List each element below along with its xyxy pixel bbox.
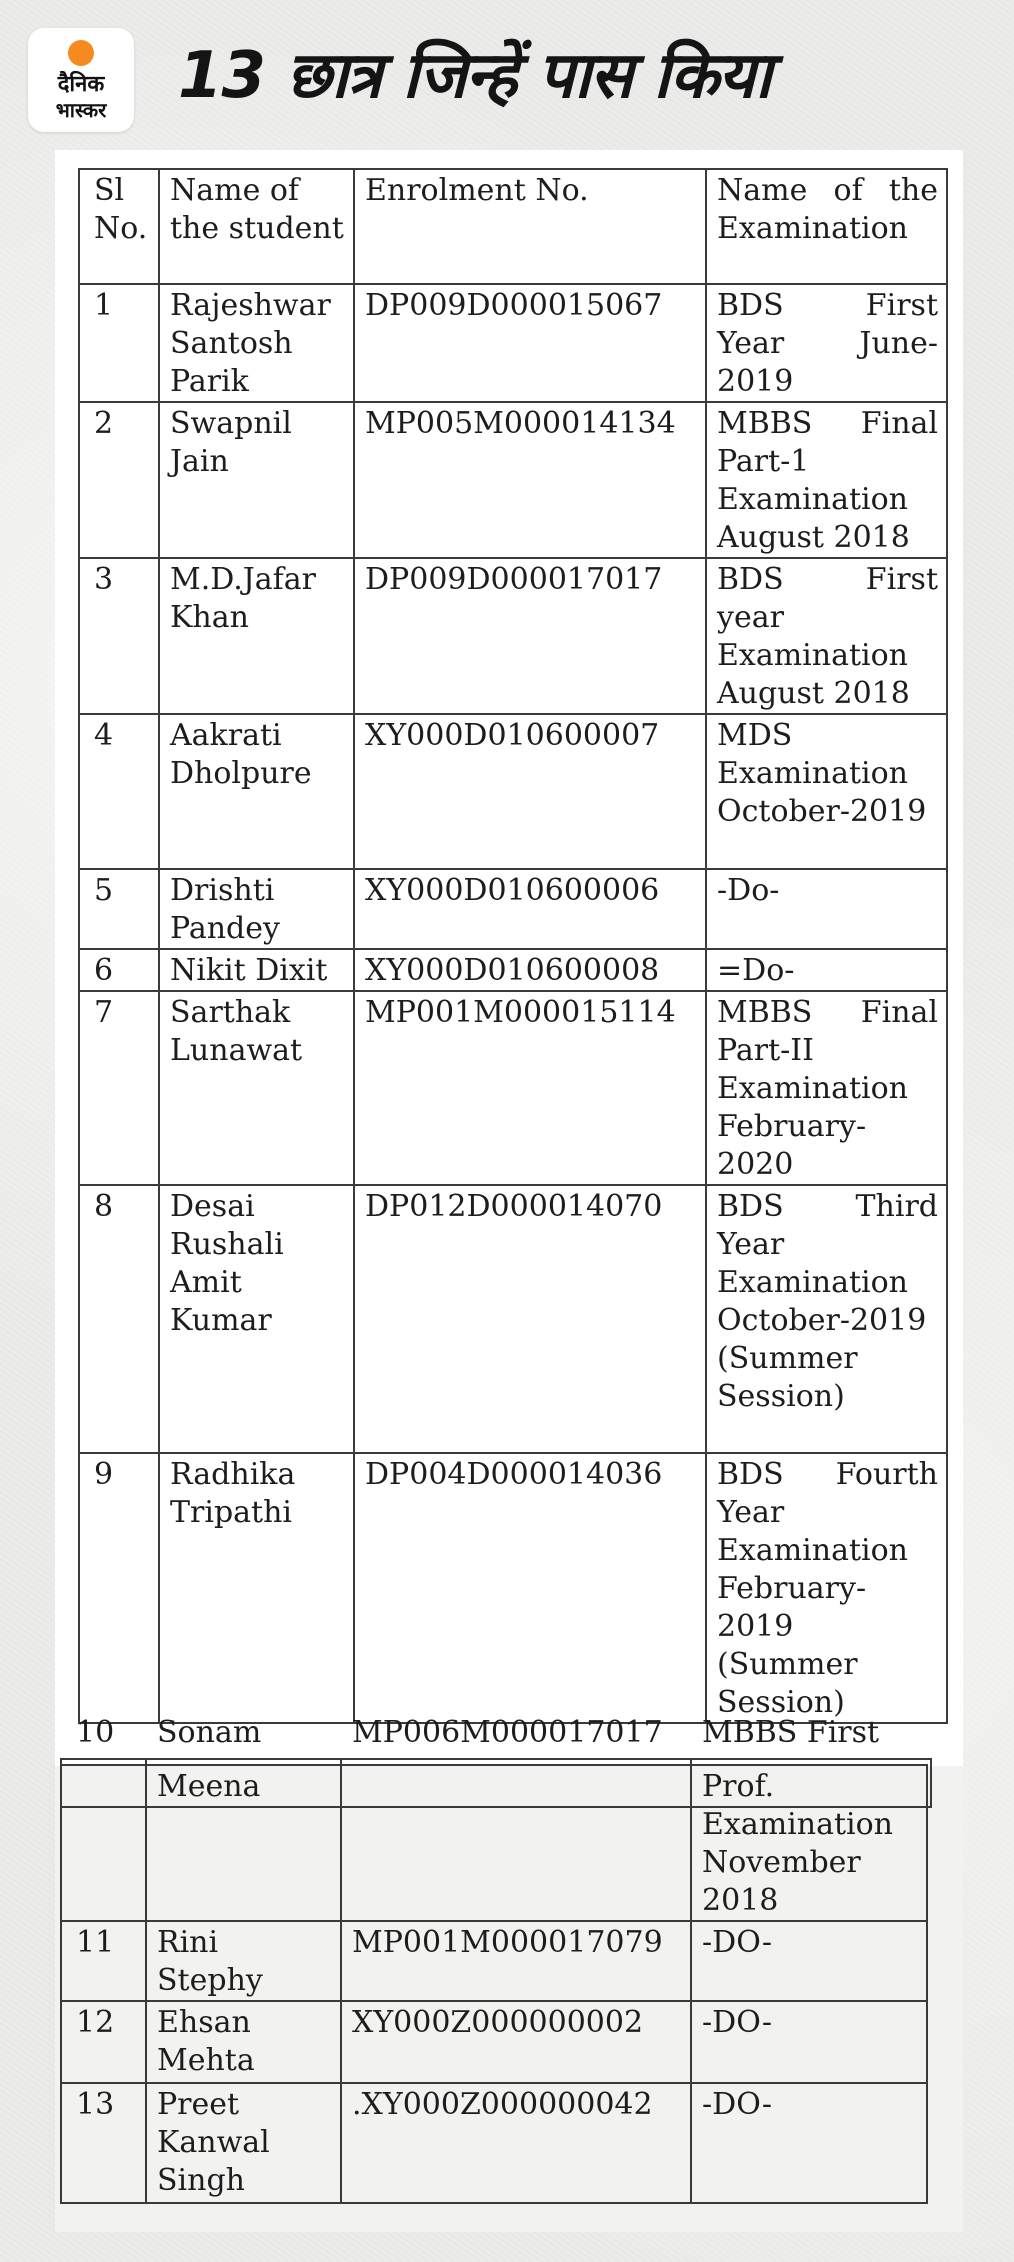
row-exam: -DO- <box>691 2083 927 2203</box>
row-name: Sarthak Lunawat <box>159 991 354 1185</box>
row-enrolment: XY000D010600008 <box>354 949 706 991</box>
row-sl: 11 <box>61 1921 146 2001</box>
table-row <box>61 2083 927 2203</box>
table-row <box>61 1921 927 2001</box>
row-exam: -Do- <box>706 869 947 949</box>
results-table-page2 <box>60 1764 928 2204</box>
results-table-page1 <box>78 168 948 1724</box>
row-exam: BDS First year Examination August 2018 <box>706 558 947 714</box>
row-name: Meena <box>146 1765 341 1921</box>
row-enrolment: XY000D010600006 <box>354 869 706 949</box>
header-name: Name of the student <box>159 169 354 284</box>
header <box>0 0 1014 150</box>
row-sl: 3 <box>79 558 159 714</box>
table-header-row <box>79 169 947 284</box>
row-sl: 4 <box>79 714 159 869</box>
row-enrolment: DP009D000017017 <box>354 558 706 714</box>
logo-text-line2: भास्कर <box>55 98 107 122</box>
table-row <box>79 558 947 714</box>
row-enrolment: DP012D000014070 <box>354 1185 706 1453</box>
row-exam: MBBS Final Part-II Examination February-2020 <box>706 991 947 1185</box>
row-name: Aakrati Dholpure <box>159 714 354 869</box>
table-row <box>79 869 947 949</box>
row-sl: 10 <box>61 1711 146 1759</box>
row-name: Drishti Pandey <box>159 869 354 949</box>
table-row-continuation <box>61 1765 927 1921</box>
row-sl: 8 <box>79 1185 159 1453</box>
row-exam: BDS First Year June-2019 <box>706 284 947 402</box>
table-row <box>61 2001 927 2083</box>
row-sl: 1 <box>79 284 159 402</box>
row-enrolment: MP001M000017079 <box>341 1921 691 2001</box>
row-name: Nikit Dixit <box>159 949 354 991</box>
table-row <box>79 1453 947 1723</box>
row-sl: 6 <box>79 949 159 991</box>
row-name: Swapnil Jain <box>159 402 354 558</box>
table-row <box>79 402 947 558</box>
row-exam: Prof. Examination November 2018 <box>691 1765 927 1921</box>
table-row <box>79 284 947 402</box>
row-name: Sonam <box>146 1711 341 1759</box>
row-exam: MDS Examination October-2019 <box>706 714 947 869</box>
header-sl: Sl No. <box>79 169 159 284</box>
row-enrolment: MP001M000015114 <box>354 991 706 1185</box>
row-enrolment: XY000D010600007 <box>354 714 706 869</box>
row-sl: 9 <box>79 1453 159 1723</box>
row-exam: -DO- <box>691 2001 927 2083</box>
row-exam: MBBS First <box>691 1711 931 1759</box>
table-row <box>79 1185 947 1453</box>
row-sl: 13 <box>61 2083 146 2203</box>
row-name: Desai Rushali Amit Kumar <box>159 1185 354 1453</box>
table-row <box>79 991 947 1185</box>
row-exam: BDS Fourth Year Examination February-2019 (Summer Session) <box>706 1453 947 1723</box>
logo-text-line1: दैनिक <box>57 72 105 97</box>
row-name: Radhika Tripathi <box>159 1453 354 1723</box>
row-sl: 5 <box>79 869 159 949</box>
row-enrolment: MP005M000014134 <box>354 402 706 558</box>
row-enrolment: DP004D000014036 <box>354 1453 706 1723</box>
header-enrolment: Enrolment No. <box>354 169 706 284</box>
page-title: 13 छात्र जिन्हें पास किया <box>178 39 771 113</box>
row-sl <box>61 1765 146 1921</box>
row-enrolment: MP006M000017017 <box>341 1711 691 1759</box>
row-enrolment <box>341 1765 691 1921</box>
row-enrolment: DP009D000015067 <box>354 284 706 402</box>
row-name: Rajeshwar Santosh Parik <box>159 284 354 402</box>
row-exam: -DO- <box>691 1921 927 2001</box>
row-name: Preet Kanwal Singh <box>146 2083 341 2203</box>
table-row <box>79 949 947 991</box>
row-exam: BDS Third Year Examination October-2019 (Summer Session) <box>706 1185 947 1453</box>
row-enrolment: .XY000Z000000042 <box>341 2083 691 2203</box>
brand-logo[interactable] <box>28 28 134 132</box>
row-exam: =Do- <box>706 949 947 991</box>
row-enrolment: XY000Z000000002 <box>341 2001 691 2083</box>
row-name: M.D.Jafar Khan <box>159 558 354 714</box>
logo-sun-icon <box>68 40 94 66</box>
table-row <box>79 714 947 869</box>
row-name: Ehsan Mehta <box>146 2001 341 2083</box>
row-name: Rini Stephy <box>146 1921 341 2001</box>
row-exam: MBBS Final Part-1 Examination August 2018 <box>706 402 947 558</box>
row-sl: 12 <box>61 2001 146 2083</box>
header-exam: Name of the Examination <box>706 169 947 284</box>
row-sl: 7 <box>79 991 159 1185</box>
row-sl: 2 <box>79 402 159 558</box>
